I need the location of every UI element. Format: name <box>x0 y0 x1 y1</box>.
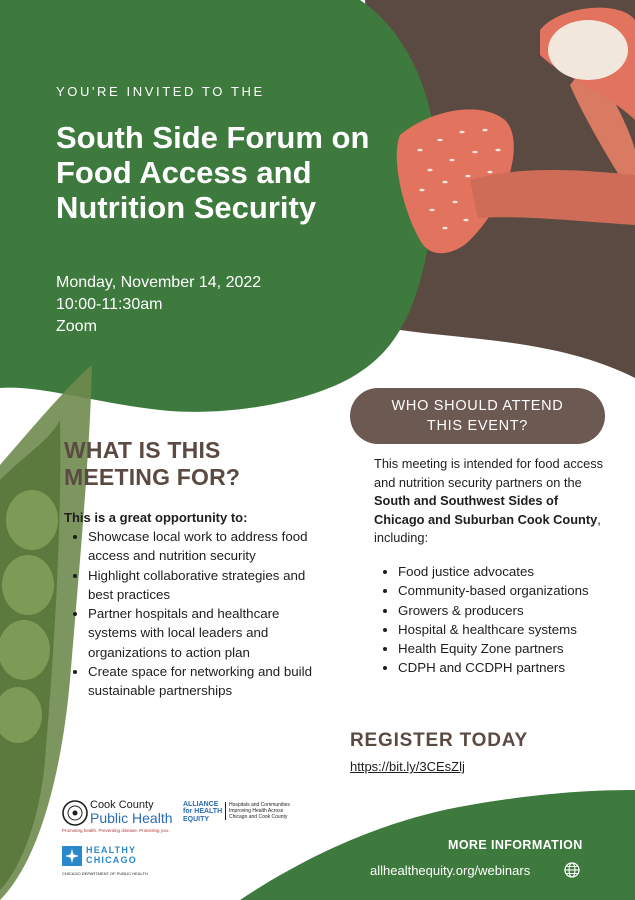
purpose-item: • Create space for networking and build sustainable partnerships <box>88 662 328 701</box>
cook-county-sub: Public Health <box>90 810 173 826</box>
audience-item: • Growers & producers <box>398 601 623 620</box>
cook-county-tagline: Promoting health. Preventing disease. Protecting you. <box>62 828 170 833</box>
healthy-chicago-logo: HEALTHY CHICAGO <box>86 845 137 865</box>
event-details <box>56 272 261 338</box>
purpose-item: • Partner hospitals and healthcare systems with local leaders and organizations to action plan <box>88 604 328 662</box>
audience-item: • Health Equity Zone partners <box>398 639 623 658</box>
more-info-heading: MORE INFORMATION <box>448 838 583 852</box>
carrot <box>470 170 635 225</box>
eyebrow-text: YOU'RE INVITED TO THE <box>56 84 265 99</box>
audience-list <box>382 562 623 678</box>
purpose-intro: This is a great opportunity to: <box>64 510 248 525</box>
mushroom-gills <box>548 20 628 80</box>
purpose-heading: WHAT IS THIS MEETING FOR? <box>64 437 241 490</box>
purpose-list <box>72 527 328 701</box>
audience-intro-end: , including: <box>374 511 601 546</box>
audience-item: • Food justice advocates <box>398 562 623 581</box>
pea <box>0 620 50 680</box>
audience-intro <box>374 455 609 548</box>
purpose-item: • Showcase local work to address food access and nutrition security <box>88 527 328 566</box>
alliance-logo: ALLIANCE for HEALTH EQUITY <box>183 801 223 823</box>
pea <box>6 490 58 550</box>
purpose-item: • Highlight collaborative strategies and best practices <box>88 566 328 605</box>
audience-item: • Community-based organizations <box>398 581 623 600</box>
webinars-link[interactable]: allhealthequity.org/webinars <box>370 863 531 878</box>
healthy-chicago-star-icon <box>62 846 82 866</box>
globe-icon <box>564 862 580 878</box>
event-date: Monday, November 14, 2022 <box>56 274 262 291</box>
audience-heading-text: WHO SHOULD ATTEND THIS EVENT? <box>391 398 564 434</box>
cdph-label: CHICAGO DEPARTMENT OF PUBLIC HEALTH <box>62 871 148 876</box>
alliance-description: Hospitals and Communities Improving Health Across Chicago and Cook County <box>225 802 295 820</box>
audience-item: • Hospital & healthcare systems <box>398 620 623 639</box>
event-location: Zoom <box>56 318 97 335</box>
audience-intro-region: South and Southwest Sides of Chicago and Suburban Cook County <box>374 493 598 527</box>
register-heading: REGISTER TODAY <box>350 730 529 751</box>
cook-county-logo <box>90 799 173 826</box>
pea <box>2 555 54 615</box>
audience-heading <box>350 388 605 444</box>
event-time: 10:00-11:30am <box>56 296 163 313</box>
audience-item: • CDPH and CCDPH partners <box>398 658 623 677</box>
cook-county-seal-icon <box>62 800 88 826</box>
registration-link[interactable]: https://bit.ly/3CEsZlj <box>350 759 465 774</box>
event-title: South Side Forum on Food Access and Nutrition Security <box>56 120 370 225</box>
audience-intro-start: This meeting is intended for food access and nutrition security partners on the <box>374 456 604 490</box>
cook-county-name: Cook County <box>90 799 154 811</box>
